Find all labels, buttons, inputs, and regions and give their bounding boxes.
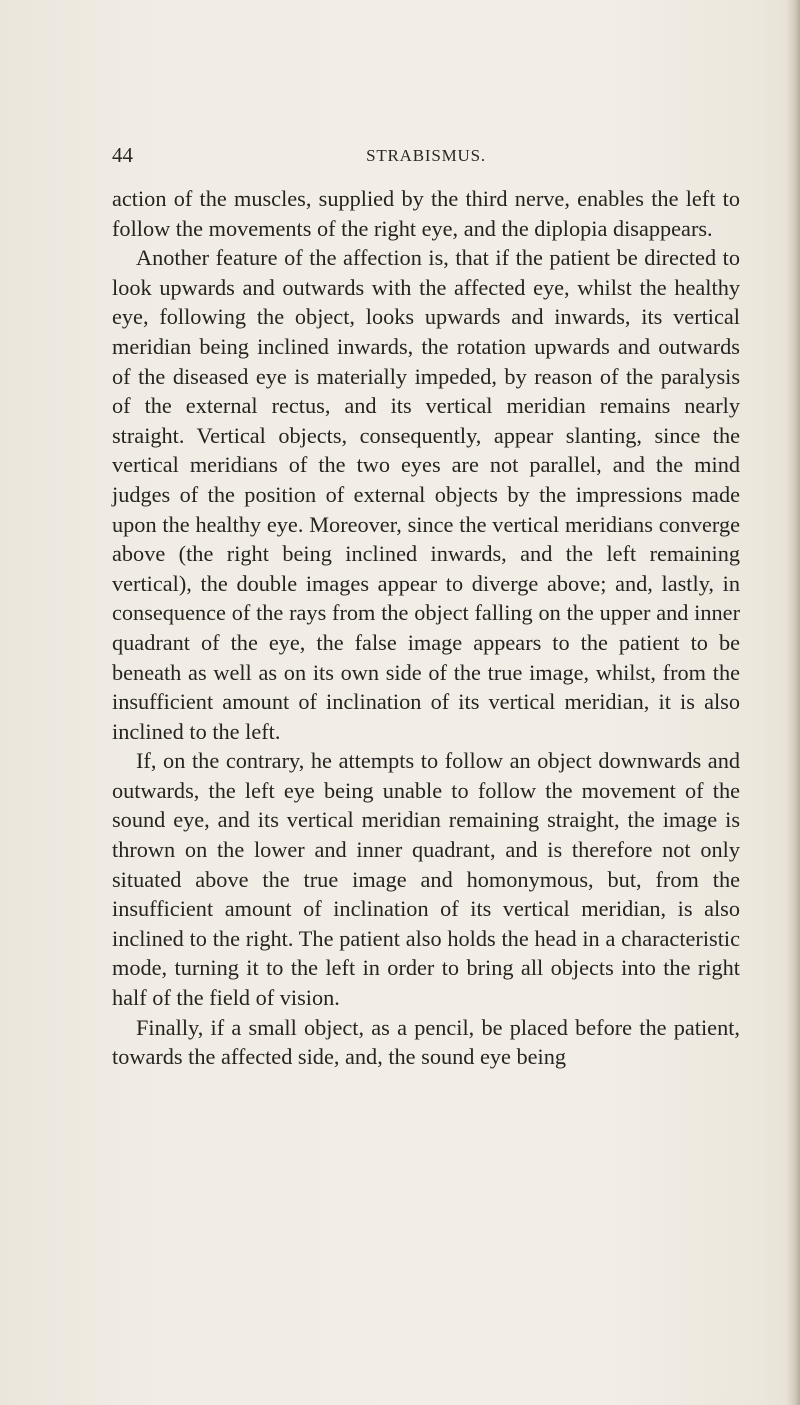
page-number: 44 [112, 143, 133, 167]
paragraph-another-feature: Another feature of the affection is, that if the patient be directed to look upwards and outwards with the affected eye, whilst the healthy eye, following the object, looks upwards and inwards, its vertical meridian being inclined inwards, the rotation upwards and outwards of the diseased eye is materially impeded, by reason of the paralysis of the external rectus, and its vertical meridian remains nearly straight. Vertical objects, consequently, appear slanting, since the vertical meridians of the two eyes are not parallel, and the mind judges of the position of external objects by the impressions made upon the healthy eye. Moreover, since the vertical meridians converge above (the right being inclined inwards, and the left remaining vertical), the double images appear to diverge above; and, lastly, in consequence of the rays from the object falling on the upper and inner quadrant of the eye, the false image appears to the patient to be beneath as well as on its own side of the true image, whilst, from the insufficient amount of inclination of its vertical meridian, it is also inclined to the left. [112, 245, 740, 744]
paragraph-continuation: action of the muscles, supplied by the third nerve, enables the left to follow the movements of the right eye, and the diplopia disappears. [112, 186, 740, 241]
page-header [112, 143, 740, 169]
paragraph-finally: Finally, if a small object, as a pencil, be placed before the patient, towards the affected side, and, the sound eye being [112, 1014, 740, 1070]
page-edge-shadow [786, 0, 800, 1405]
paragraph-if-on-the-contrary: If, on the contrary, he attempts to follow an object downwards and outwards, the left eye being unable to follow the movement of the sound eye, and its vertical meridian remaining straight, the image is thrown on the lower and inner quadrant, and is therefore not only situated above the true image and homonymous, but, from the insufficient amount of inclination of its vertical meridian, is also inclined to the right. The patient also holds the head in a characteristic mode, turning it to the left in order to bring all objects into the right half of the field of vision. [112, 748, 740, 1011]
body-text [112, 184, 740, 1072]
running-head: STRABISMUS. [366, 146, 486, 165]
